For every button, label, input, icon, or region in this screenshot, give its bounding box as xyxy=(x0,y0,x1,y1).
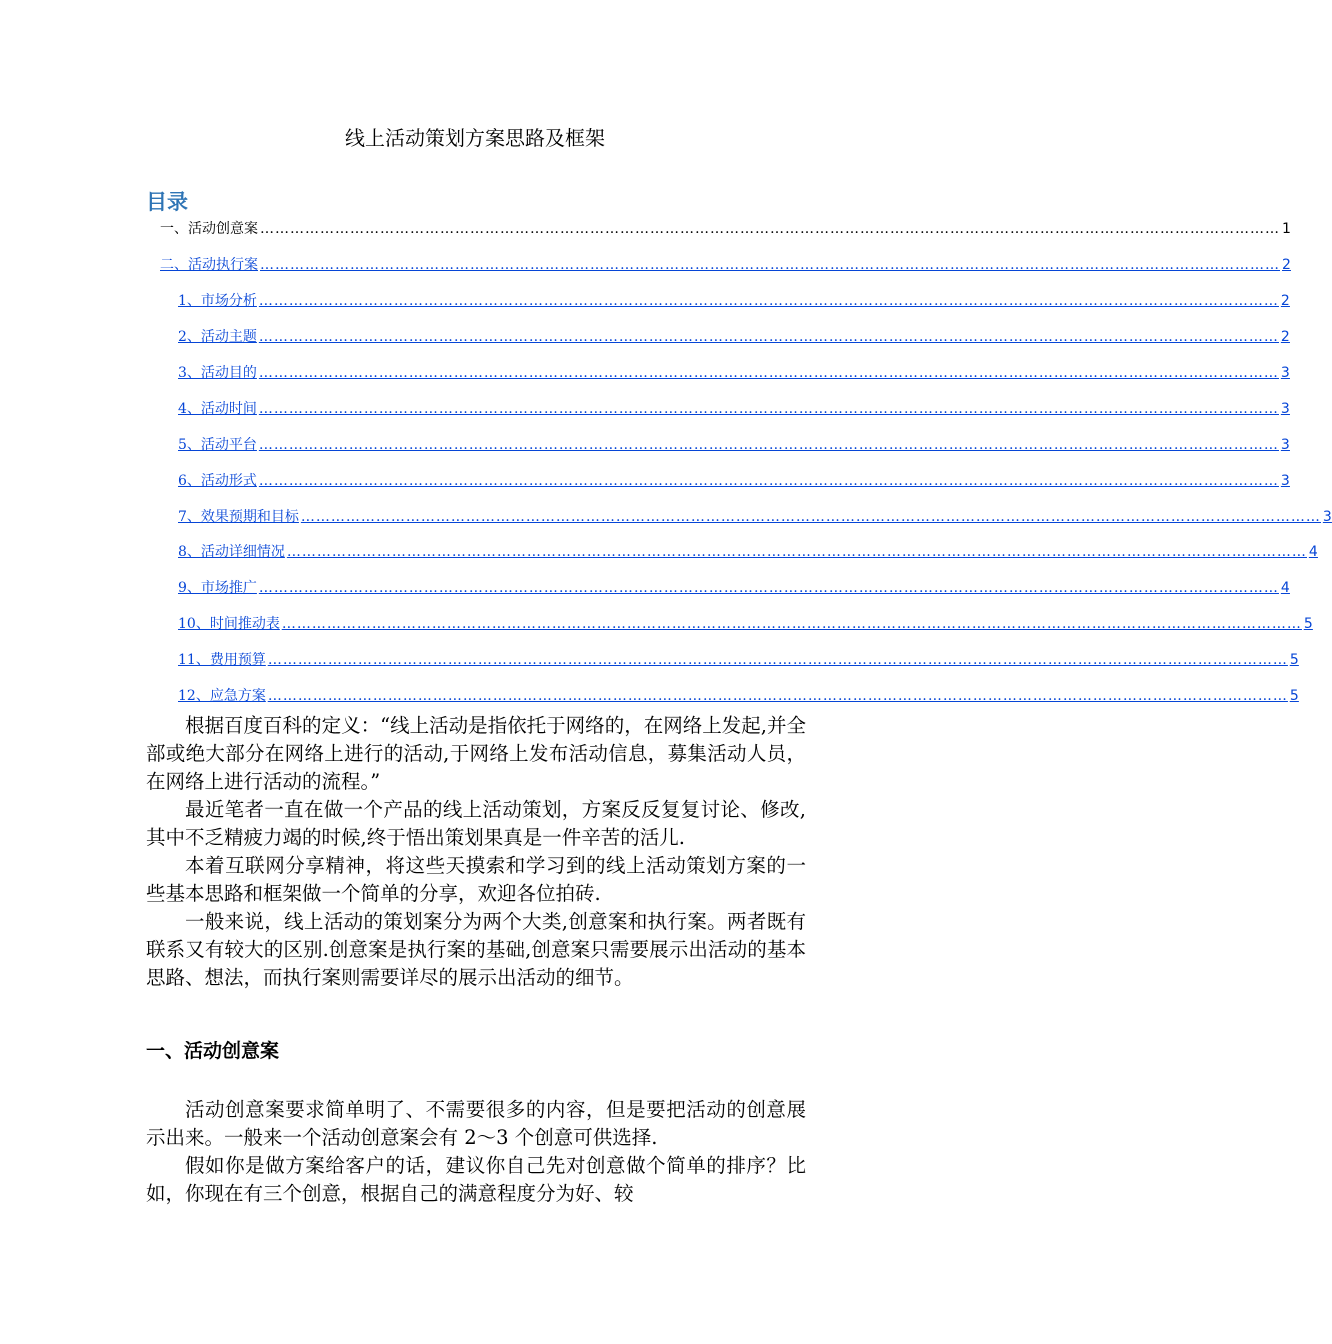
toc-entry-budget[interactable] xyxy=(178,649,1299,669)
toc-entry-purpose[interactable] xyxy=(178,362,1290,382)
toc-entry-page: 5 xyxy=(1303,616,1313,632)
toc-entry-label: 12、应急方案 xyxy=(178,688,266,704)
document-title: 线上活动策划方案思路及框架 xyxy=(345,126,605,150)
toc-entry-page: 5 xyxy=(1289,652,1299,668)
section-paragraph: 活动创意案要求简单明了、不需要很多的内容，但是要把活动的创意展示出来。一般来一个活动创意案会有 2～3 个创意可供选择. xyxy=(146,1098,806,1149)
toc-leader-dots: …………………………………………………………………………………………………………………………………………………………………………………… xyxy=(260,257,1280,273)
toc-leader-dots: …………………………………………………………………………………………………………………………………………………………………………………… xyxy=(260,221,1280,237)
toc-entry-details[interactable] xyxy=(178,541,1318,561)
toc-entry-page: 2 xyxy=(1282,257,1291,273)
toc-entry-label: 7、效果预期和目标 xyxy=(178,509,299,525)
toc-leader-dots: …………………………………………………………………………………………………………………………………………………………………………………… xyxy=(286,544,1307,560)
section-heading-creative-plan: 一、活动创意案 xyxy=(146,1040,280,1062)
toc-entry-page: 3 xyxy=(1280,401,1290,417)
toc-entry-page: 4 xyxy=(1280,580,1290,596)
toc-leader-dots: …………………………………………………………………………………………………………………………………………………………………………………… xyxy=(300,509,1321,525)
intro-paragraph: 一般来说，线上活动的策划案分为两个大类,创意案和执行案。两者既有联系又有较大的区别.创意案是执行案的基础,创意案只需要展示出活动的基本思路、想法，而执行案则需要详尽的展示出活动的细节。 xyxy=(146,910,806,989)
toc-entry-label: 二、活动执行案 xyxy=(160,257,258,273)
toc-entry-theme[interactable] xyxy=(178,326,1290,346)
toc-entry-timeline[interactable] xyxy=(178,613,1313,633)
toc-leader-dots: …………………………………………………………………………………………………………………………………………………………………………………… xyxy=(258,437,1279,453)
intro-paragraph: 本着互联网分享精神，将这些天摸索和学习到的线上活动策划方案的一些基本思路和框架做一个简单的分享，欢迎各位拍砖. xyxy=(146,854,806,905)
toc-heading: 目录 xyxy=(146,190,188,214)
toc-leader-dots: …………………………………………………………………………………………………………………………………………………………………………………… xyxy=(258,329,1279,345)
toc-entry-label: 10、时间推动表 xyxy=(178,616,280,632)
toc-entry-label: 8、活动详细情况 xyxy=(178,544,285,560)
toc-entry-promotion[interactable] xyxy=(178,577,1290,597)
toc-entry-label: 6、活动形式 xyxy=(178,473,257,489)
toc-entry-label: 2、活动主题 xyxy=(178,329,257,345)
toc-entry-page: 2 xyxy=(1280,293,1290,309)
toc-entry-time[interactable] xyxy=(178,398,1290,418)
toc-leader-dots: …………………………………………………………………………………………………………………………………………………………………………………… xyxy=(267,688,1288,704)
toc-entry-label: 1、市场分析 xyxy=(178,293,257,309)
toc-entry-label: 5、活动平台 xyxy=(178,437,257,453)
toc-leader-dots: …………………………………………………………………………………………………………………………………………………………………………………… xyxy=(258,473,1279,489)
section1-body xyxy=(146,1096,806,1208)
toc-entry-label: 9、市场推广 xyxy=(178,580,257,596)
toc-entry-page: 3 xyxy=(1280,437,1290,453)
toc-entry-page: 3 xyxy=(1280,365,1290,381)
toc-leader-dots: …………………………………………………………………………………………………………………………………………………………………………………… xyxy=(281,616,1302,632)
toc-entry-market-analysis[interactable] xyxy=(178,290,1290,310)
toc-entry-contingency[interactable] xyxy=(178,685,1299,705)
toc-entry-section-2[interactable] xyxy=(160,254,1291,274)
toc-entry-label: 11、费用预算 xyxy=(178,652,266,668)
toc-leader-dots: …………………………………………………………………………………………………………………………………………………………………………………… xyxy=(258,401,1279,417)
toc-entry-expected-results[interactable] xyxy=(178,506,1332,526)
section-paragraph: 假如你是做方案给客户的话，建议你自己先对创意做个简单的排序？比如，你现在有三个创意，根据自己的满意程度分为好、较 xyxy=(146,1154,806,1205)
intro-paragraph: 根据百度百科的定义：“线上活动是指依托于网络的，在网络上发起,并全部或绝大部分在网络上进行的活动,于网络上发布活动信息，募集活动人员，在网络上进行活动的流程。” xyxy=(146,714,806,793)
toc-entry-page: 3 xyxy=(1280,473,1290,489)
toc-leader-dots: …………………………………………………………………………………………………………………………………………………………………………………… xyxy=(267,652,1288,668)
toc-leader-dots: …………………………………………………………………………………………………………………………………………………………………………………… xyxy=(258,365,1279,381)
toc-entry-page: 2 xyxy=(1280,329,1290,345)
toc-entry-label: 一、活动创意案 xyxy=(160,221,258,237)
toc-entry-format[interactable] xyxy=(178,470,1290,490)
toc-leader-dots: …………………………………………………………………………………………………………………………………………………………………………………… xyxy=(258,580,1279,596)
toc-entry-page: 5 xyxy=(1289,688,1299,704)
toc-entry-page: 4 xyxy=(1308,544,1318,560)
toc-entry-label: 3、活动目的 xyxy=(178,365,257,381)
toc-entry-section-1[interactable] xyxy=(160,218,1291,238)
toc-entry-platform[interactable] xyxy=(178,434,1290,454)
intro-paragraph: 最近笔者一直在做一个产品的线上活动策划，方案反反复复讨论、修改, 其中不乏精疲力竭的时候,终于悟出策划果真是一件辛苦的活儿. xyxy=(146,798,806,849)
toc-entry-page: 3 xyxy=(1322,509,1332,525)
intro-body xyxy=(146,712,806,992)
toc-leader-dots: …………………………………………………………………………………………………………………………………………………………………………………… xyxy=(258,293,1279,309)
toc-entry-page: 1 xyxy=(1282,221,1291,237)
toc-entry-label: 4、活动时间 xyxy=(178,401,257,417)
